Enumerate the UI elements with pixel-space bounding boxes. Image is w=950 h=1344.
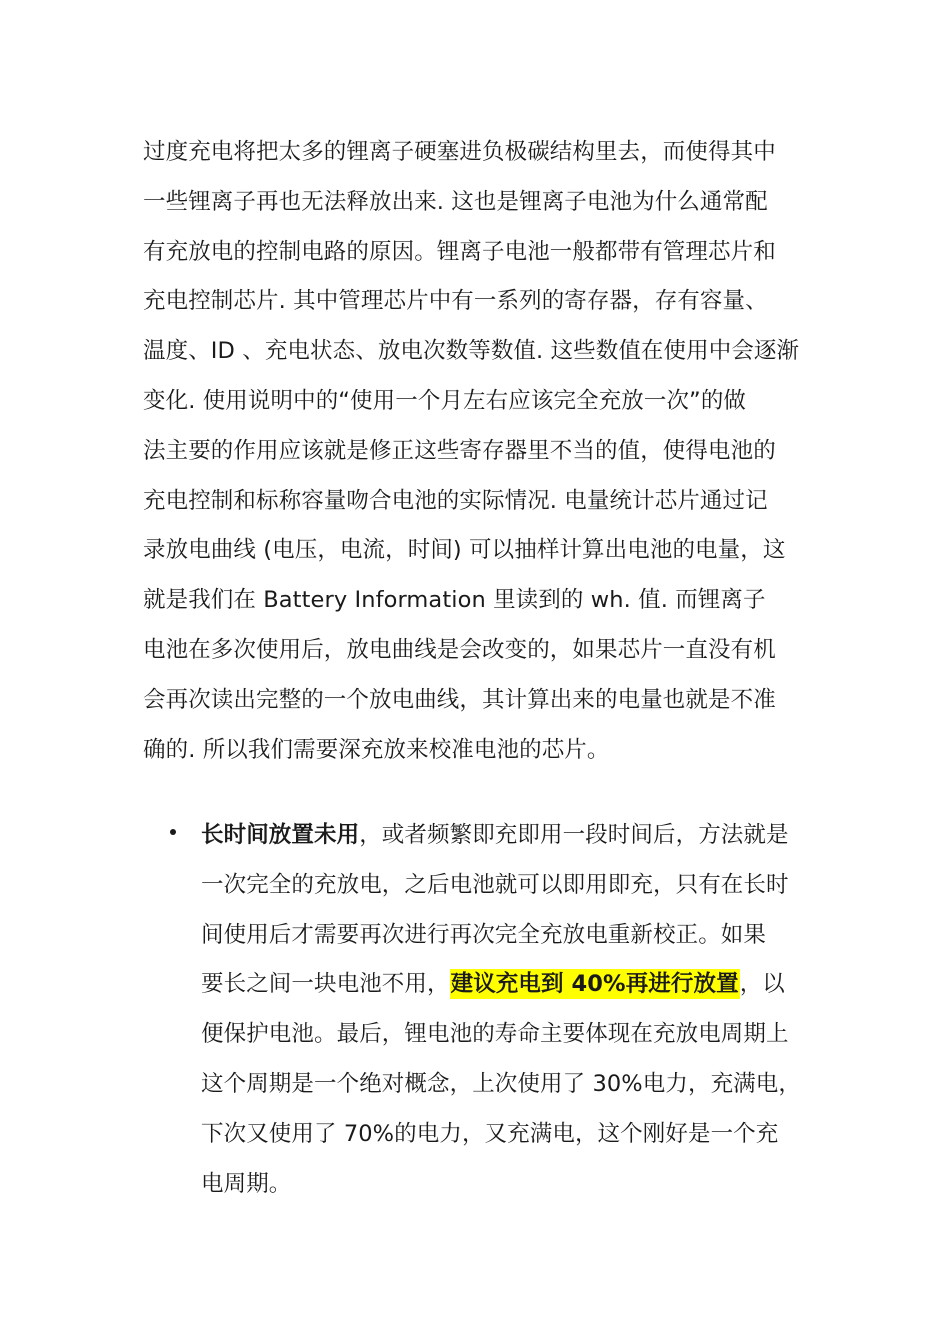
paragraph-line: 温度、ID 、充电状态、放电次数等数值. 这些数值在使用中会逐渐 (143, 338, 800, 365)
bullet-line-text: ，或者频繁即充即用一段时间后，方法就是 (359, 822, 789, 848)
bullet-line: 间使用后才需要再次进行再次完全充放电重新校正。如果 (201, 921, 767, 948)
bullet-dot-icon (170, 829, 176, 835)
paragraph-line: 充电控制和标称容量吻合电池的实际情况. 电量统计芯片通过记 (143, 487, 768, 514)
paragraph-line: 充电控制芯片. 其中管理芯片中有一系列的寄存器，存有容量、 (143, 288, 768, 315)
paragraph-line: 确的. 所以我们需要深充放来校准电池的芯片。 (143, 736, 610, 763)
bullet-line (201, 960, 821, 1010)
bullet-line-text: 要长之间一块电池不用， (201, 971, 450, 998)
bullet-line: 一次完全的充放电，之后电池就可以即用即充，只有在长时 (201, 871, 789, 898)
paragraph-line: 过度充电将把太多的锂离子硬塞进负极碳结构里去，而使得其中 (143, 139, 776, 165)
paragraph-line: 法主要的作用应该就是修正这些寄存器里不当的值，使得电池的 (143, 437, 776, 464)
paragraph-line: 变化. 使用说明中的“使用一个月左右应该完全充放一次”的做 (143, 387, 747, 414)
paragraph-line: 有充放电的控制电路的原因。锂离子电池一般都带有管理芯片和 (143, 238, 776, 265)
paragraph-line: 就是我们在 Battery Information 里读到的 wh. 值. 而锂离子 (143, 587, 766, 614)
bullet-line: 便保护电池。最后，锂电池的寿命主要体现在充放电周期上 (201, 1021, 789, 1048)
bullet-line: 下次又使用了 70%的电力，又充满电，这个刚好是一个充 (201, 1120, 779, 1147)
bullet-line-text: ，以 (739, 971, 785, 998)
body-paragraph (143, 128, 813, 775)
bullet-line (201, 811, 821, 861)
paragraph-line: 一些锂离子再也无法释放出来. 这也是锂离子电池为什么通常配 (143, 188, 768, 215)
bullet-line: 这个周期是一个绝对概念，上次使用了 30%电力，充满电， (201, 1070, 801, 1097)
bullet-line: 电周期。 (201, 1170, 292, 1197)
bold-phrase: 长时间放置未用 (201, 822, 360, 848)
paragraph-line: 录放电曲线 (电压，电流，时间) 可以抽样计算出电池的电量，这 (143, 537, 786, 564)
highlighted-phrase: 建议充电到 40%再进行放置 (450, 971, 739, 998)
bullet-text (201, 811, 821, 1209)
paragraph-line: 会再次读出完整的一个放电曲线，其计算出来的电量也就是不准 (143, 686, 776, 713)
paragraph-line: 电池在多次使用后，放电曲线是会改变的，如果芯片一直没有机 (143, 636, 776, 663)
